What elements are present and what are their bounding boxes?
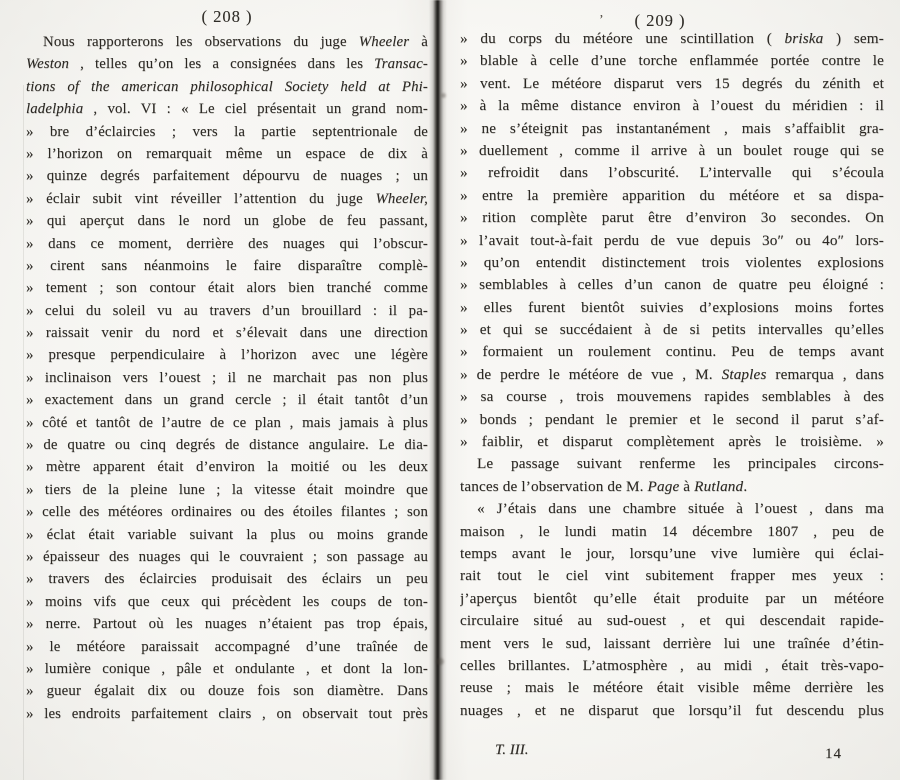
- text-line: » du corps du météore une scintillation ( briska ) sem-: [460, 30, 884, 47]
- text-line: » refroidit dans l’obscurité. L’intervalle qui s’écoula: [460, 164, 884, 182]
- text-line: » blable à celle d’une torche enflammée portée contre le: [460, 52, 884, 70]
- text-line: tions of the american philosophical Society held at Phi-: [26, 78, 428, 95]
- page-number-right: ( 209 ): [634, 11, 686, 30]
- text-line: » épaisseur des nuages qui le couvraient ; son passage au: [26, 548, 428, 565]
- text-line: » presque perpendiculaire à l’horizon avec une légère: [26, 347, 428, 364]
- text-line: » mètre apparent était d’environ la moitié ou les deux: [26, 459, 428, 476]
- text-line: Weston , telles qu’on les a consignées dans les Transac-: [26, 56, 428, 73]
- text-line: » duellement , comme il arrive à un boulet rouge qui se: [460, 141, 884, 159]
- text-line: » cirent sans néanmoins le faire disparaître complè-: [26, 257, 428, 274]
- page-number-left: ( 208 ): [201, 7, 253, 26]
- text-line: » celle des météores ordinaires ou des étoiles filantes ; son: [26, 504, 428, 521]
- text-line: tances de l’observation de M. Page à Rutland.: [460, 477, 748, 495]
- scan-speck: [441, 93, 446, 98]
- sheet-number: 14: [825, 746, 842, 762]
- page-edge-line: [23, 85, 24, 780]
- text-line: » lumière conique , pâle et ondulante , et dont la lon-: [26, 660, 428, 677]
- text-line: » vent. Le météore disparut vers 15 degrés du zénith et: [460, 74, 884, 92]
- text-line: ment vers le sud, laissant derrière lui une traînée d’étin-: [460, 634, 884, 652]
- text-line: » côté et tantôt de l’autre de ce plan , mais jamais à plus: [26, 414, 428, 431]
- text-line: » ne s’éteignit pas instantanément , mais s’affaiblit gra-: [460, 119, 884, 137]
- scan-speck: [436, 658, 444, 665]
- text-line: reuse ; mais le météore était visible même derrière les: [460, 679, 884, 697]
- text-line: » qui aperçut dans le nord un globe de feu passant,: [26, 213, 428, 230]
- left-page-text: [26, 31, 428, 725]
- text-line: » inclinaison vers l’ouest ; il ne marchait pas non plus: [26, 369, 428, 386]
- text-line: nuages , et ne disparut que lorsqu’il fut descendu plus: [460, 701, 884, 719]
- text-line: » raissait venir du nord et s’élevait dans une direction: [26, 325, 428, 342]
- text-line: » quinze degrés parfaitement dépourvu de nuages ; un: [26, 168, 428, 185]
- text-line: » dans ce moment, derrière des nuages qui l’obscur-: [26, 235, 428, 252]
- text-line: » rition complète parut être d’environ 3o secondes. On: [460, 209, 884, 227]
- text-line: » le météore paraissait accompagné d’une traînée de: [26, 638, 428, 655]
- text-line: Le passage suivant renferme les principales circons-: [477, 455, 884, 473]
- text-line: » nerre. Partout où les nuages n’étaient pas trop épais,: [26, 616, 428, 633]
- text-line: » de quatre ou cinq degrés de distance angulaire. Le dia-: [26, 437, 428, 454]
- volume-signature: T. III.: [495, 742, 529, 758]
- text-line: » faiblir, et disparut complètement après le troisième. »: [460, 433, 884, 451]
- text-line: » bre d’éclaircies ; vers la partie septentrionale de: [26, 123, 428, 140]
- text-line: » l’horizon on remarquait même un espace de dix à: [26, 145, 428, 162]
- text-line: » tement ; son contour était alors bien tranché comme: [26, 280, 428, 297]
- text-line: maison , le lundi matin 14 décembre 1807 , peu de: [460, 522, 884, 540]
- page-208: [0, 0, 437, 780]
- text-line: » les endroits parfaitement clairs , on observait tout près: [26, 705, 428, 722]
- text-line: » travers des éclaircies produisait des éclairs un peu: [26, 571, 428, 588]
- text-line: » tiers de la pleine lune ; la vitesse était moindre que: [26, 481, 428, 498]
- text-line: » qu’on entendit distinctement trois violentes explosions: [460, 253, 884, 271]
- text-line: » exactement dans un grand cercle ; il était tantôt d’un: [26, 392, 428, 409]
- stray-ink-mark: ’: [599, 13, 604, 28]
- text-line: « J’étais dans une chambre située à l’ouest , dans ma: [477, 500, 884, 518]
- page-209: [447, 0, 900, 780]
- text-line: » elles furent bientôt suivies d’explosions moins fortes: [460, 298, 884, 316]
- text-line: » entre la première apparition du météore et sa dispa-: [460, 186, 884, 204]
- text-line: » l’avait tout-à-fait perdu de vue depuis 3o″ ou 4o″ lors-: [460, 231, 884, 249]
- text-line: » gueur égalait dix ou douze fois son diamètre. Dans: [26, 683, 428, 700]
- text-line: » éclair subit vint réveiller l’attention du juge Wheeler,: [26, 190, 428, 207]
- text-line: » sa course , trois mouvemens rapides semblables à des: [460, 388, 884, 406]
- text-line: temps avant le jour, lorsqu’une vive lumière qui éclai-: [460, 544, 884, 562]
- text-line: » de perdre le météore de vue , M. Staples remarqua , dans: [460, 365, 884, 383]
- text-line: celles brillantes. L’atmosphère , au midi , était très-vapo-: [460, 656, 884, 674]
- text-line: » formaient un roulement continu. Peu de temps avant: [460, 343, 884, 361]
- text-line: » bonds ; pendant le premier et le second il parut s’af-: [460, 410, 884, 428]
- text-line: ladelphia , vol. VI : « Le ciel présentait un grand nom-: [26, 101, 428, 118]
- text-line: » moins vifs que ceux qui précèdent les coups de ton-: [26, 593, 428, 610]
- text-line: j’aperçus bientôt qu’elle était produite par un météore: [460, 589, 884, 607]
- right-page-text: [460, 28, 884, 722]
- text-line: » éclat était variable suivant la plus ou moins grande: [26, 526, 428, 543]
- text-line: Nous rapporterons les observations du juge Wheeler à: [43, 34, 428, 50]
- text-line: » celui du soleil vu au travers d’un brouillard : il pa-: [26, 302, 428, 319]
- text-line: rait tout le ciel vint subitement frapper mes yeux :: [460, 567, 884, 585]
- text-line: » semblables à celles d’un canon de quatre peu éloigné :: [460, 276, 884, 294]
- text-line: » à la même distance environ à l’ouest du méridien : il: [460, 97, 884, 115]
- text-line: » et qui se succédaient à de si petits intervalles qu’elles: [460, 321, 884, 339]
- text-line: circulaire situé au sud-ouest , et qui descendait rapide-: [460, 612, 884, 630]
